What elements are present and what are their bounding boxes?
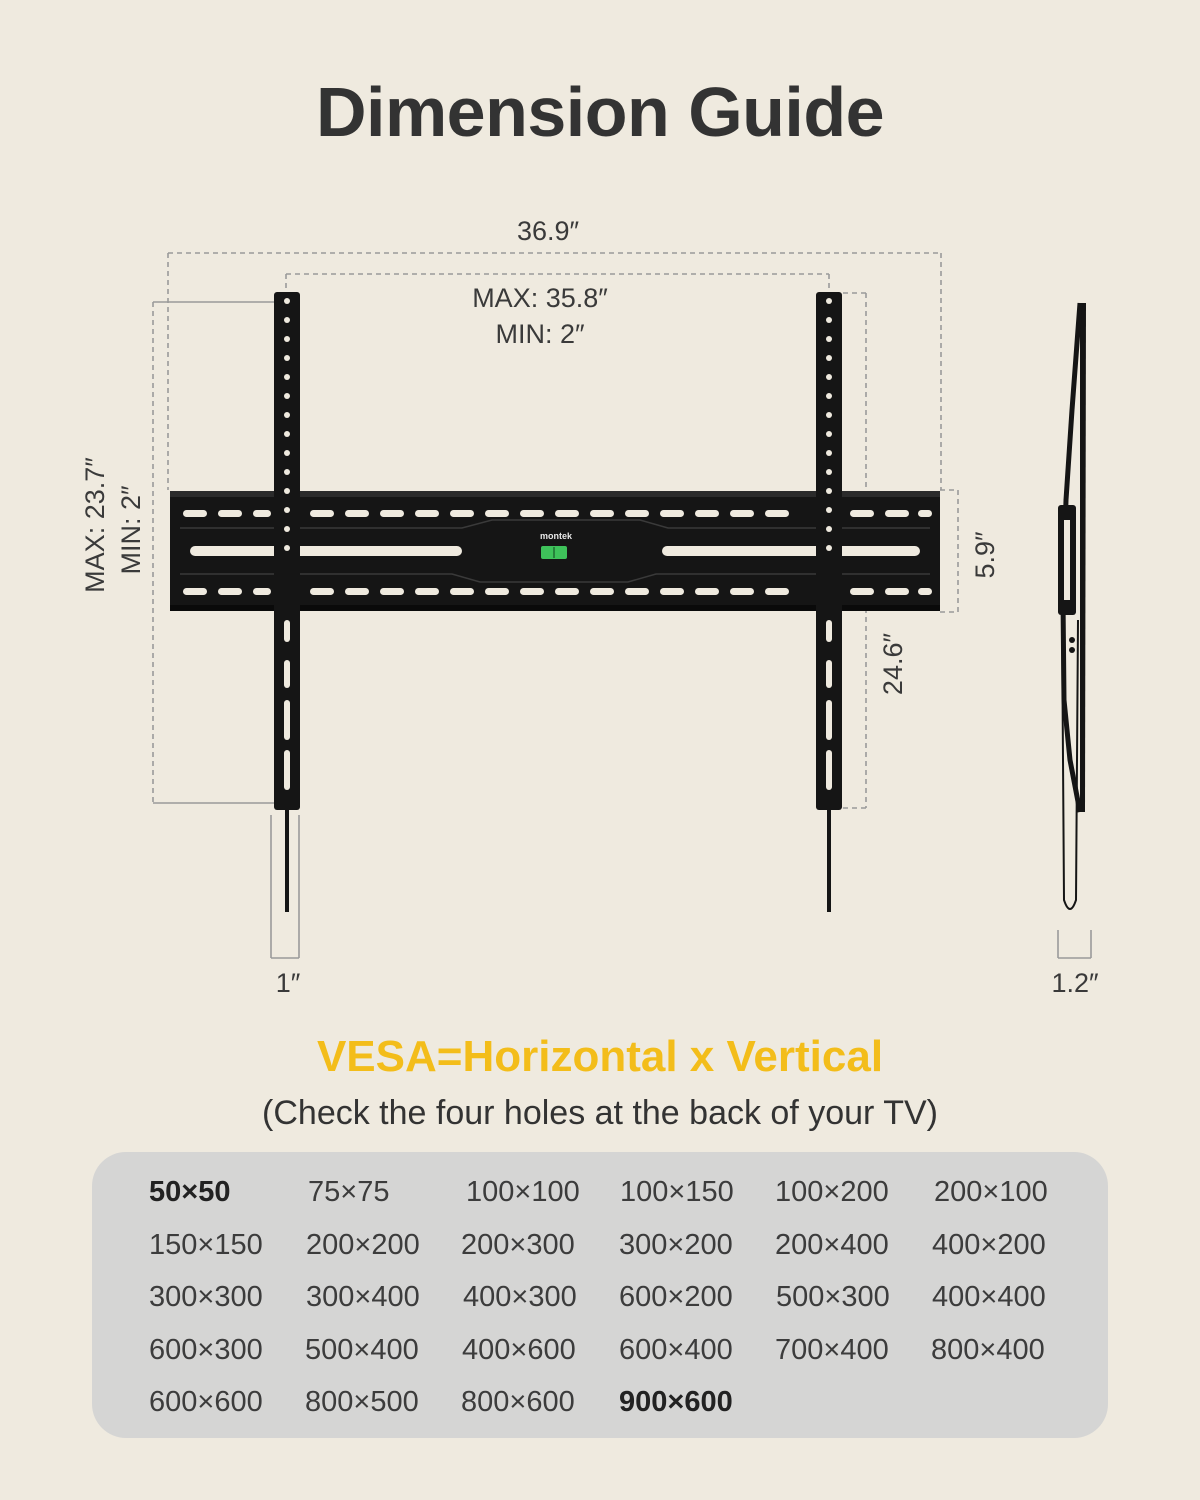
vesa-size: 100×100 — [466, 1176, 580, 1208]
vesa-size: 400×300 — [463, 1281, 577, 1313]
vesa-size: 300×300 — [149, 1281, 263, 1313]
vesa-size: 600×300 — [149, 1334, 263, 1366]
vesa-size-panel — [92, 1152, 1108, 1438]
vesa-size: 400×200 — [932, 1229, 1046, 1261]
vesa-size: 75×75 — [308, 1176, 390, 1208]
vesa-size: 500×400 — [305, 1334, 419, 1366]
overall-width-label: 36.9″ — [516, 216, 580, 246]
vesa-size: 200×400 — [775, 1229, 889, 1261]
vertical-max-label: MAX: 23.7″ — [80, 457, 110, 593]
vesa-size: 600×200 — [619, 1281, 733, 1313]
vesa-size: 800×500 — [305, 1386, 419, 1418]
vesa-size: 200×300 — [461, 1229, 575, 1261]
arm-length-label: 24.6″ — [878, 632, 908, 696]
vesa-size: 300×200 — [619, 1229, 733, 1261]
vesa-size: 600×400 — [619, 1334, 733, 1366]
vesa-size: 400×600 — [462, 1334, 576, 1366]
vertical-min-label: MIN: 2″ — [116, 485, 146, 575]
vesa-size: 600×600 — [149, 1386, 263, 1418]
vesa-size: 200×200 — [306, 1229, 420, 1261]
vesa-size: 150×150 — [149, 1229, 263, 1261]
vesa-size: 400×400 — [932, 1281, 1046, 1313]
brand-logo: montek — [539, 531, 573, 541]
vesa-heading: VESA=Horizontal x Vertical — [316, 1032, 884, 1081]
vesa-size: 100×200 — [775, 1176, 889, 1208]
vesa-size: 200×100 — [934, 1176, 1048, 1208]
stud-spacing-min-label: MIN: 2″ — [495, 319, 585, 349]
vesa-size: 800×400 — [931, 1334, 1045, 1366]
vesa-size: 500×300 — [776, 1281, 890, 1313]
vesa-subheading: (Check the four holes at the back of your TV) — [262, 1094, 938, 1132]
left-arm — [274, 292, 300, 912]
vesa-size: 50×50 — [149, 1176, 231, 1208]
page-title: Dimension Guide — [315, 73, 885, 151]
vesa-size: 900×600 — [619, 1386, 733, 1418]
vesa-size: 700×400 — [775, 1334, 889, 1366]
side-profile — [1058, 303, 1086, 909]
vesa-size: 300×400 — [306, 1281, 420, 1313]
stud-spacing-max-label: MAX: 35.8″ — [472, 283, 608, 313]
vesa-size: 800×600 — [461, 1386, 575, 1418]
right-arm — [816, 292, 842, 912]
vesa-size: 100×150 — [620, 1176, 734, 1208]
profile-depth-label: 1.2″ — [1051, 968, 1099, 998]
arm-width-label: 1″ — [275, 968, 301, 998]
plate-height-label: 5.9″ — [970, 531, 1000, 579]
